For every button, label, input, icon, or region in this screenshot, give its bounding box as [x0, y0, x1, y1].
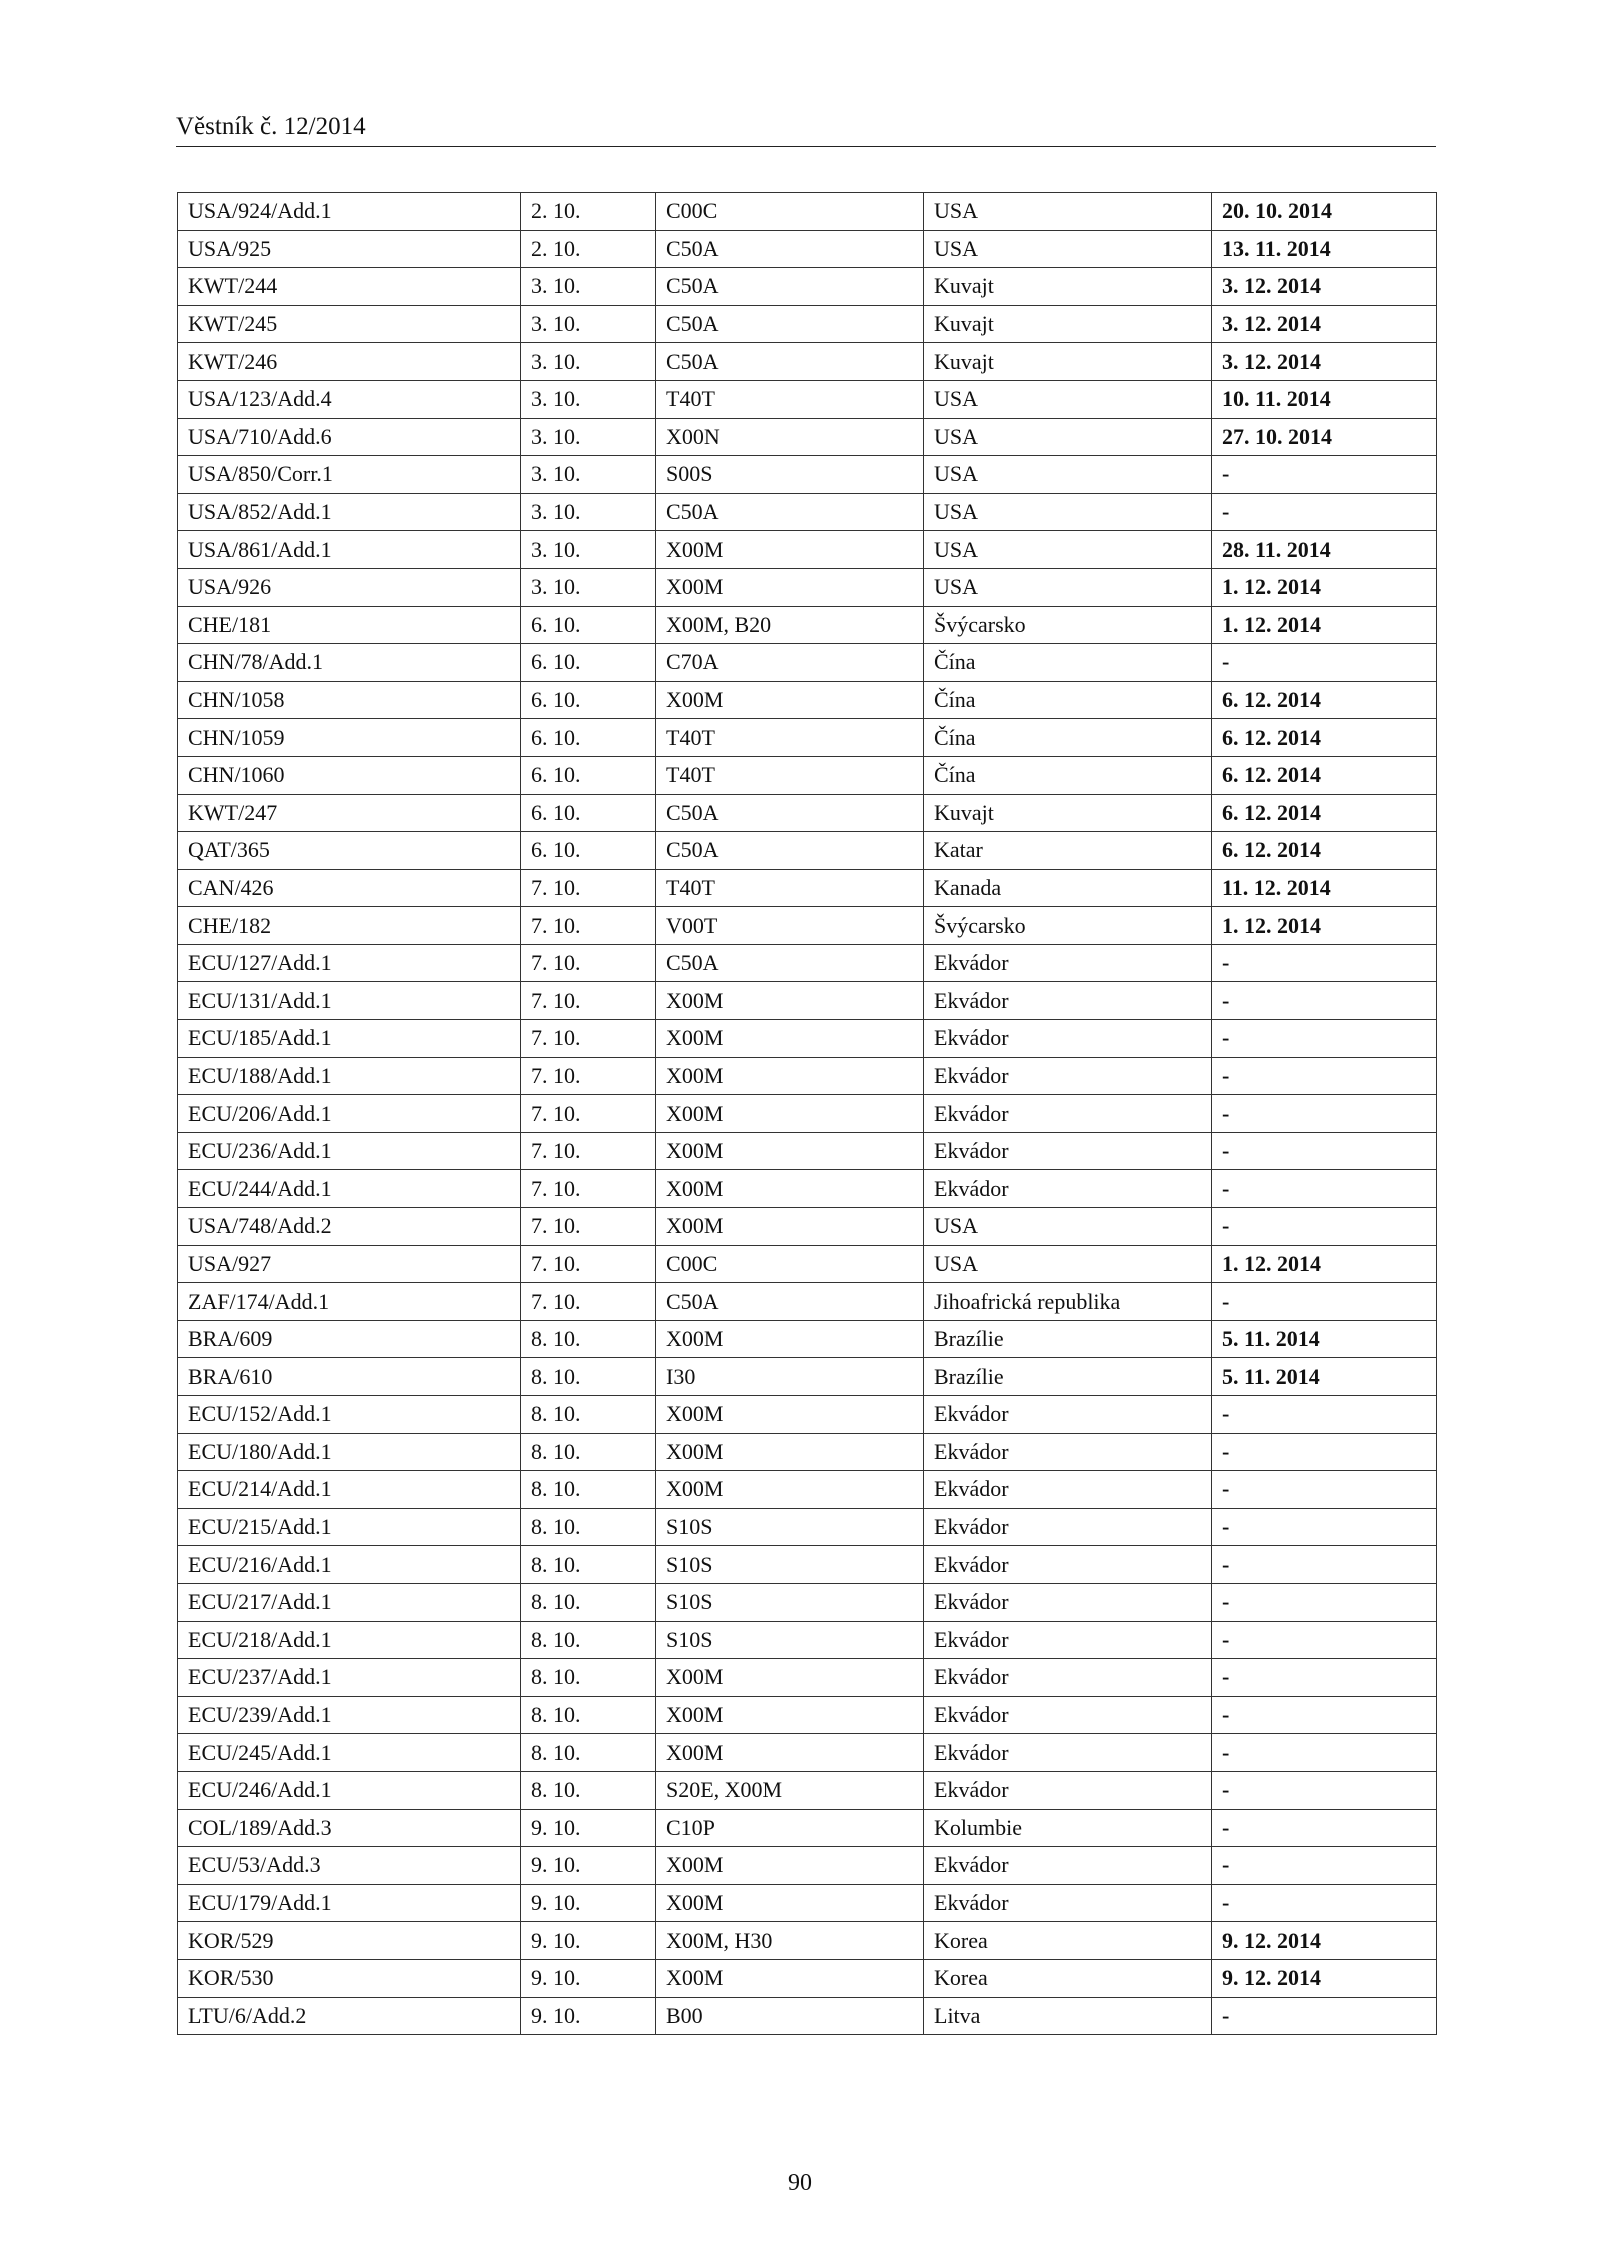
country-cell: Katar — [924, 832, 1212, 870]
ics-code-cell: T40T — [656, 869, 924, 907]
ics-code-cell: S00S — [656, 456, 924, 494]
country-cell: Ekvádor — [924, 1471, 1212, 1509]
document-code-cell: KWT/245 — [178, 305, 521, 343]
notification-date-cell: 8. 10. — [521, 1508, 656, 1546]
table-row — [178, 193, 1437, 231]
deadline-date-cell: 20. 10. 2014 — [1212, 193, 1437, 231]
country-cell: USA — [924, 230, 1212, 268]
document-code-cell: USA/925 — [178, 230, 521, 268]
notification-date-cell: 3. 10. — [521, 343, 656, 381]
country-cell: Ekvádor — [924, 1771, 1212, 1809]
notification-date-cell: 3. 10. — [521, 531, 656, 569]
deadline-date-cell: - — [1212, 982, 1437, 1020]
table-row — [178, 644, 1437, 682]
ics-code-cell: S10S — [656, 1621, 924, 1659]
country-cell: Litva — [924, 1997, 1212, 2035]
document-code-cell: ECU/246/Add.1 — [178, 1771, 521, 1809]
country-cell: Ekvádor — [924, 1095, 1212, 1133]
ics-code-cell: X00M — [656, 531, 924, 569]
country-cell: USA — [924, 1245, 1212, 1283]
table-row — [178, 1433, 1437, 1471]
deadline-date-cell: 6. 12. 2014 — [1212, 832, 1437, 870]
country-cell: Ekvádor — [924, 1621, 1212, 1659]
table-row — [178, 1320, 1437, 1358]
country-cell: USA — [924, 193, 1212, 231]
table-row — [178, 1809, 1437, 1847]
ics-code-cell: C50A — [656, 832, 924, 870]
country-cell: USA — [924, 380, 1212, 418]
ics-code-cell: X00M — [656, 1020, 924, 1058]
document-code-cell: ECU/236/Add.1 — [178, 1132, 521, 1170]
deadline-date-cell: - — [1212, 1546, 1437, 1584]
country-cell: USA — [924, 531, 1212, 569]
deadline-date-cell: 3. 12. 2014 — [1212, 305, 1437, 343]
document-code-cell: USA/123/Add.4 — [178, 380, 521, 418]
deadline-date-cell: 6. 12. 2014 — [1212, 756, 1437, 794]
ics-code-cell: C00C — [656, 193, 924, 231]
page-header — [176, 112, 1436, 147]
country-cell: Ekvádor — [924, 1170, 1212, 1208]
notification-date-cell: 6. 10. — [521, 794, 656, 832]
table-row — [178, 1095, 1437, 1133]
notification-date-cell: 6. 10. — [521, 719, 656, 757]
ics-code-cell: X00M — [656, 1696, 924, 1734]
notification-date-cell: 7. 10. — [521, 869, 656, 907]
document-code-cell: BRA/610 — [178, 1358, 521, 1396]
country-cell: Ekvádor — [924, 1734, 1212, 1772]
country-cell: Kuvajt — [924, 343, 1212, 381]
country-cell: Kuvajt — [924, 305, 1212, 343]
document-code-cell: ECU/152/Add.1 — [178, 1396, 521, 1434]
document-code-cell: CHE/181 — [178, 606, 521, 644]
table-row — [178, 1245, 1437, 1283]
document-code-cell: CHN/1059 — [178, 719, 521, 757]
document-code-cell: COL/189/Add.3 — [178, 1809, 521, 1847]
table-row — [178, 907, 1437, 945]
table-row — [178, 1884, 1437, 1922]
notification-date-cell: 6. 10. — [521, 832, 656, 870]
country-cell: Ekvádor — [924, 1433, 1212, 1471]
table-row — [178, 1396, 1437, 1434]
ics-code-cell: T40T — [656, 756, 924, 794]
ics-code-cell: X00M — [656, 1057, 924, 1095]
notification-date-cell: 8. 10. — [521, 1471, 656, 1509]
ics-code-cell: X00M — [656, 1884, 924, 1922]
deadline-date-cell: - — [1212, 644, 1437, 682]
document-code-cell: USA/748/Add.2 — [178, 1208, 521, 1246]
table-row — [178, 869, 1437, 907]
country-cell: Brazílie — [924, 1358, 1212, 1396]
deadline-date-cell: - — [1212, 493, 1437, 531]
table-row — [178, 1471, 1437, 1509]
deadline-date-cell: 3. 12. 2014 — [1212, 268, 1437, 306]
deadline-date-cell: 3. 12. 2014 — [1212, 343, 1437, 381]
notification-date-cell: 7. 10. — [521, 1170, 656, 1208]
deadline-date-cell: 5. 11. 2014 — [1212, 1320, 1437, 1358]
deadline-date-cell: 13. 11. 2014 — [1212, 230, 1437, 268]
notification-date-cell: 3. 10. — [521, 568, 656, 606]
country-cell: Čína — [924, 719, 1212, 757]
country-cell: Ekvádor — [924, 1696, 1212, 1734]
country-cell: Jihoafrická republika — [924, 1283, 1212, 1321]
ics-code-cell: B00 — [656, 1997, 924, 2035]
country-cell: USA — [924, 1208, 1212, 1246]
document-code-cell: USA/924/Add.1 — [178, 193, 521, 231]
notification-date-cell: 7. 10. — [521, 1208, 656, 1246]
deadline-date-cell: - — [1212, 1809, 1437, 1847]
country-cell: Švýcarsko — [924, 907, 1212, 945]
country-cell: Kuvajt — [924, 794, 1212, 832]
document-code-cell: CAN/426 — [178, 869, 521, 907]
country-cell: Ekvádor — [924, 1659, 1212, 1697]
notification-date-cell: 7. 10. — [521, 907, 656, 945]
deadline-date-cell: 6. 12. 2014 — [1212, 719, 1437, 757]
table-row — [178, 230, 1437, 268]
notification-date-cell: 2. 10. — [521, 230, 656, 268]
deadline-date-cell: - — [1212, 1508, 1437, 1546]
table-row — [178, 418, 1437, 456]
table-body — [178, 193, 1437, 2035]
document-code-cell: LTU/6/Add.2 — [178, 1997, 521, 2035]
document-code-cell: KWT/246 — [178, 343, 521, 381]
notification-date-cell: 8. 10. — [521, 1320, 656, 1358]
deadline-date-cell: 28. 11. 2014 — [1212, 531, 1437, 569]
document-code-cell: ECU/131/Add.1 — [178, 982, 521, 1020]
deadline-date-cell: 1. 12. 2014 — [1212, 568, 1437, 606]
table-row — [178, 1358, 1437, 1396]
notification-date-cell: 8. 10. — [521, 1734, 656, 1772]
notification-date-cell: 7. 10. — [521, 1283, 656, 1321]
ics-code-cell: X00N — [656, 418, 924, 456]
ics-code-cell: X00M — [656, 1959, 924, 1997]
table-row — [178, 1922, 1437, 1960]
notification-date-cell: 8. 10. — [521, 1659, 656, 1697]
country-cell: Švýcarsko — [924, 606, 1212, 644]
ics-code-cell: X00M — [656, 1433, 924, 1471]
table-row — [178, 756, 1437, 794]
notification-table — [177, 192, 1437, 2035]
deadline-date-cell: 6. 12. 2014 — [1212, 681, 1437, 719]
notification-date-cell: 7. 10. — [521, 1245, 656, 1283]
ics-code-cell: C50A — [656, 230, 924, 268]
document-code-cell: USA/861/Add.1 — [178, 531, 521, 569]
ics-code-cell: S20E, X00M — [656, 1771, 924, 1809]
document-code-cell: ECU/185/Add.1 — [178, 1020, 521, 1058]
deadline-date-cell: 10. 11. 2014 — [1212, 380, 1437, 418]
deadline-date-cell: - — [1212, 1170, 1437, 1208]
deadline-date-cell: 9. 12. 2014 — [1212, 1922, 1437, 1960]
ics-code-cell: X00M, B20 — [656, 606, 924, 644]
document-code-cell: ECU/218/Add.1 — [178, 1621, 521, 1659]
notification-date-cell: 7. 10. — [521, 982, 656, 1020]
deadline-date-cell: - — [1212, 1471, 1437, 1509]
document-code-cell: ECU/217/Add.1 — [178, 1583, 521, 1621]
page-number: 90 — [788, 2170, 812, 2196]
table-row — [178, 343, 1437, 381]
ics-code-cell: X00M — [656, 1095, 924, 1133]
country-cell: USA — [924, 418, 1212, 456]
document-code-cell: KOR/530 — [178, 1959, 521, 1997]
page-header-title: Věstník č. 12/2014 — [176, 113, 366, 140]
country-cell: Čína — [924, 644, 1212, 682]
notification-date-cell: 9. 10. — [521, 1884, 656, 1922]
document-code-cell: ECU/127/Add.1 — [178, 944, 521, 982]
country-cell: Kolumbie — [924, 1809, 1212, 1847]
document-code-cell: ECU/179/Add.1 — [178, 1884, 521, 1922]
table-row — [178, 1696, 1437, 1734]
ics-code-cell: X00M — [656, 1320, 924, 1358]
notification-date-cell: 6. 10. — [521, 756, 656, 794]
table-row — [178, 456, 1437, 494]
table-row — [178, 1132, 1437, 1170]
country-cell: Ekvádor — [924, 1132, 1212, 1170]
document-code-cell: QAT/365 — [178, 832, 521, 870]
table-row — [178, 1847, 1437, 1885]
table-row — [178, 1020, 1437, 1058]
ics-code-cell: X00M — [656, 1659, 924, 1697]
document-code-cell: KOR/529 — [178, 1922, 521, 1960]
notification-date-cell: 8. 10. — [521, 1771, 656, 1809]
deadline-date-cell: - — [1212, 1433, 1437, 1471]
deadline-date-cell: 6. 12. 2014 — [1212, 794, 1437, 832]
notification-date-cell: 6. 10. — [521, 681, 656, 719]
deadline-date-cell: 5. 11. 2014 — [1212, 1358, 1437, 1396]
deadline-date-cell: - — [1212, 1132, 1437, 1170]
table-row — [178, 1583, 1437, 1621]
country-cell: Ekvádor — [924, 1847, 1212, 1885]
country-cell: Ekvádor — [924, 1583, 1212, 1621]
ics-code-cell: C50A — [656, 493, 924, 531]
ics-code-cell: T40T — [656, 719, 924, 757]
ics-code-cell: C50A — [656, 268, 924, 306]
ics-code-cell: X00M — [656, 681, 924, 719]
table-row — [178, 794, 1437, 832]
deadline-date-cell: - — [1212, 1020, 1437, 1058]
document-code-cell: ECU/53/Add.3 — [178, 1847, 521, 1885]
deadline-date-cell: - — [1212, 1847, 1437, 1885]
table-row — [178, 1208, 1437, 1246]
table-row — [178, 493, 1437, 531]
country-cell: Ekvádor — [924, 1508, 1212, 1546]
ics-code-cell: S10S — [656, 1508, 924, 1546]
document-code-cell: ECU/206/Add.1 — [178, 1095, 521, 1133]
country-cell: Kanada — [924, 869, 1212, 907]
table-row — [178, 719, 1437, 757]
country-cell: Korea — [924, 1959, 1212, 1997]
notification-date-cell: 8. 10. — [521, 1583, 656, 1621]
ics-code-cell: T40T — [656, 380, 924, 418]
deadline-date-cell: - — [1212, 1283, 1437, 1321]
deadline-date-cell: 1. 12. 2014 — [1212, 907, 1437, 945]
table-row — [178, 832, 1437, 870]
table-row — [178, 568, 1437, 606]
ics-code-cell: C50A — [656, 305, 924, 343]
table-row — [178, 305, 1437, 343]
ics-code-cell: S10S — [656, 1583, 924, 1621]
notification-date-cell: 2. 10. — [521, 193, 656, 231]
country-cell: USA — [924, 568, 1212, 606]
document-code-cell: ECU/188/Add.1 — [178, 1057, 521, 1095]
deadline-date-cell: 27. 10. 2014 — [1212, 418, 1437, 456]
country-cell: Čína — [924, 681, 1212, 719]
table-row — [178, 1057, 1437, 1095]
ics-code-cell: X00M — [656, 1471, 924, 1509]
country-cell: Ekvádor — [924, 944, 1212, 982]
table-row — [178, 944, 1437, 982]
notification-date-cell: 7. 10. — [521, 944, 656, 982]
document-code-cell: CHN/1058 — [178, 681, 521, 719]
ics-code-cell: X00M, H30 — [656, 1922, 924, 1960]
table-row — [178, 380, 1437, 418]
deadline-date-cell: - — [1212, 1734, 1437, 1772]
ics-code-cell: X00M — [656, 1734, 924, 1772]
notification-date-cell: 7. 10. — [521, 1020, 656, 1058]
notification-date-cell: 8. 10. — [521, 1546, 656, 1584]
ics-code-cell: C50A — [656, 944, 924, 982]
document-code-cell: BRA/609 — [178, 1320, 521, 1358]
notification-date-cell: 9. 10. — [521, 1959, 656, 1997]
document-code-cell: ECU/245/Add.1 — [178, 1734, 521, 1772]
country-cell: Ekvádor — [924, 1057, 1212, 1095]
table-row — [178, 982, 1437, 1020]
deadline-date-cell: - — [1212, 1208, 1437, 1246]
notification-date-cell: 9. 10. — [521, 1809, 656, 1847]
document-code-cell: CHN/78/Add.1 — [178, 644, 521, 682]
document-code-cell: KWT/244 — [178, 268, 521, 306]
notification-date-cell: 6. 10. — [521, 644, 656, 682]
notification-date-cell: 9. 10. — [521, 1922, 656, 1960]
table-row — [178, 1659, 1437, 1697]
table-row — [178, 1771, 1437, 1809]
deadline-date-cell: 11. 12. 2014 — [1212, 869, 1437, 907]
country-cell: Ekvádor — [924, 1396, 1212, 1434]
table-row — [178, 1959, 1437, 1997]
table-row — [178, 531, 1437, 569]
country-cell: Ekvádor — [924, 982, 1212, 1020]
document-code-cell: KWT/247 — [178, 794, 521, 832]
country-cell: Ekvádor — [924, 1020, 1212, 1058]
notification-date-cell: 7. 10. — [521, 1132, 656, 1170]
country-cell: Čína — [924, 756, 1212, 794]
ics-code-cell: C50A — [656, 343, 924, 381]
document-code-cell: ECU/239/Add.1 — [178, 1696, 521, 1734]
document-code-cell: CHN/1060 — [178, 756, 521, 794]
notification-date-cell: 8. 10. — [521, 1396, 656, 1434]
deadline-date-cell: - — [1212, 1396, 1437, 1434]
ics-code-cell: S10S — [656, 1546, 924, 1584]
table-row — [178, 1170, 1437, 1208]
ics-code-cell: C70A — [656, 644, 924, 682]
ics-code-cell: V00T — [656, 907, 924, 945]
document-code-cell: USA/926 — [178, 568, 521, 606]
table-row — [178, 1734, 1437, 1772]
country-cell: Brazílie — [924, 1320, 1212, 1358]
notification-date-cell: 6. 10. — [521, 606, 656, 644]
deadline-date-cell: - — [1212, 1659, 1437, 1697]
notification-date-cell: 3. 10. — [521, 418, 656, 456]
ics-code-cell: X00M — [656, 1170, 924, 1208]
country-cell: USA — [924, 456, 1212, 494]
country-cell: Ekvádor — [924, 1884, 1212, 1922]
document-code-cell: USA/852/Add.1 — [178, 493, 521, 531]
document-code-cell: USA/927 — [178, 1245, 521, 1283]
notification-date-cell: 9. 10. — [521, 1997, 656, 2035]
deadline-date-cell: 1. 12. 2014 — [1212, 1245, 1437, 1283]
country-cell: Korea — [924, 1922, 1212, 1960]
notification-date-cell: 8. 10. — [521, 1433, 656, 1471]
notification-date-cell: 3. 10. — [521, 456, 656, 494]
deadline-date-cell: - — [1212, 1095, 1437, 1133]
deadline-date-cell: - — [1212, 1771, 1437, 1809]
document-code-cell: CHE/182 — [178, 907, 521, 945]
ics-code-cell: X00M — [656, 982, 924, 1020]
deadline-date-cell: - — [1212, 1696, 1437, 1734]
ics-code-cell: X00M — [656, 568, 924, 606]
table-row — [178, 1997, 1437, 2035]
notification-date-cell: 8. 10. — [521, 1696, 656, 1734]
table-row — [178, 1621, 1437, 1659]
ics-code-cell: C00C — [656, 1245, 924, 1283]
table-row — [178, 681, 1437, 719]
table-row — [178, 1508, 1437, 1546]
deadline-date-cell: - — [1212, 1997, 1437, 2035]
table-row — [178, 1283, 1437, 1321]
notification-date-cell: 9. 10. — [521, 1847, 656, 1885]
deadline-date-cell: - — [1212, 1884, 1437, 1922]
notification-date-cell: 7. 10. — [521, 1057, 656, 1095]
deadline-date-cell: - — [1212, 944, 1437, 982]
notification-date-cell: 8. 10. — [521, 1358, 656, 1396]
document-code-cell: ECU/214/Add.1 — [178, 1471, 521, 1509]
notification-date-cell: 7. 10. — [521, 1095, 656, 1133]
document-code-cell: USA/850/Corr.1 — [178, 456, 521, 494]
deadline-date-cell: - — [1212, 1583, 1437, 1621]
country-cell: USA — [924, 493, 1212, 531]
ics-code-cell: X00M — [656, 1847, 924, 1885]
notification-date-cell: 3. 10. — [521, 268, 656, 306]
ics-code-cell: C10P — [656, 1809, 924, 1847]
ics-code-cell: X00M — [656, 1396, 924, 1434]
document-code-cell: USA/710/Add.6 — [178, 418, 521, 456]
document-code-cell: ECU/237/Add.1 — [178, 1659, 521, 1697]
country-cell: Ekvádor — [924, 1546, 1212, 1584]
document-code-cell: ECU/215/Add.1 — [178, 1508, 521, 1546]
table-row — [178, 606, 1437, 644]
ics-code-cell: C50A — [656, 794, 924, 832]
notification-date-cell: 3. 10. — [521, 305, 656, 343]
deadline-date-cell: - — [1212, 1057, 1437, 1095]
document-code-cell: ZAF/174/Add.1 — [178, 1283, 521, 1321]
ics-code-cell: I30 — [656, 1358, 924, 1396]
ics-code-cell: C50A — [656, 1283, 924, 1321]
document-code-cell: ECU/180/Add.1 — [178, 1433, 521, 1471]
document-code-cell: ECU/244/Add.1 — [178, 1170, 521, 1208]
notification-date-cell: 3. 10. — [521, 493, 656, 531]
notification-date-cell: 3. 10. — [521, 380, 656, 418]
table-row — [178, 268, 1437, 306]
document-code-cell: ECU/216/Add.1 — [178, 1546, 521, 1584]
ics-code-cell: X00M — [656, 1208, 924, 1246]
deadline-date-cell: 9. 12. 2014 — [1212, 1959, 1437, 1997]
ics-code-cell: X00M — [656, 1132, 924, 1170]
table-row — [178, 1546, 1437, 1584]
deadline-date-cell: - — [1212, 1621, 1437, 1659]
deadline-date-cell: 1. 12. 2014 — [1212, 606, 1437, 644]
country-cell: Kuvajt — [924, 268, 1212, 306]
notification-date-cell: 8. 10. — [521, 1621, 656, 1659]
deadline-date-cell: - — [1212, 456, 1437, 494]
